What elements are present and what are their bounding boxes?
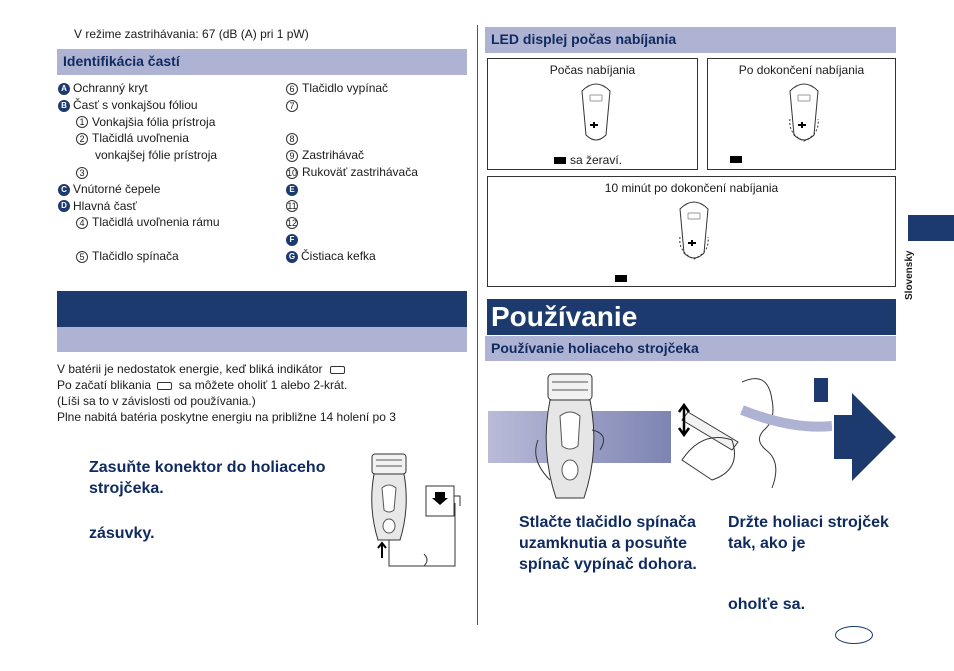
parts-list-item <box>58 198 278 215</box>
parts-list-item <box>58 164 278 181</box>
part-number-circle: 4 <box>76 217 88 229</box>
part-letter-badge: C <box>58 184 70 196</box>
parts-list-left <box>58 80 278 265</box>
parts-list-item <box>286 147 466 164</box>
led-shaver-icon <box>784 79 824 149</box>
part-number-circle: 8 <box>286 133 298 145</box>
charging-shaver-illustration <box>360 448 470 578</box>
parts-list-item <box>58 114 278 131</box>
plug-icon <box>615 275 627 282</box>
part-label: Hlavná časť <box>73 198 137 213</box>
language-tab-label: Slovensky <box>904 250 915 300</box>
part-label: Tlačidlá uvoľnenia <box>92 131 189 146</box>
usage-heading: Používanie <box>491 301 638 332</box>
part-label: Ochranný kryt <box>73 81 148 95</box>
part-label: Vonkajšia fólia prístroja <box>92 114 216 129</box>
part-label: Tlačidlo spínača <box>92 248 179 263</box>
part-label: Časť s vonkajšou fóliou <box>73 97 198 112</box>
led-heading: LED displej počas nabíjania <box>485 27 896 53</box>
part-number-circle: 1 <box>76 116 88 128</box>
section-heading-bar <box>57 291 467 327</box>
column-divider <box>477 25 478 625</box>
parts-list-item <box>58 248 278 265</box>
plug-icon <box>730 156 742 163</box>
led-box-charging-caption-wrap <box>554 152 622 168</box>
section-subheading-bar <box>57 327 467 352</box>
page-number-oval <box>835 626 873 644</box>
usage-step-2a: Držte holiaci strojček tak, ako je <box>728 514 889 552</box>
part-letter-badge: G <box>286 251 298 263</box>
parts-list-item <box>286 181 466 198</box>
parts-list-item <box>58 80 278 97</box>
usage-heading-bar <box>487 299 896 335</box>
language-tab <box>908 215 954 241</box>
part-label: Tlačidlo vypínač <box>302 81 389 95</box>
part-label: Vnútorné čepele <box>73 181 161 196</box>
part-number-circle: 12 <box>287 218 298 229</box>
part-label: Tlačidlá uvoľnenia rámu <box>92 215 220 230</box>
parts-list-item <box>58 231 278 248</box>
shaving-face-illustration <box>672 370 832 490</box>
parts-list-item <box>58 147 278 164</box>
parts-list-item <box>286 231 466 248</box>
noise-note: V režime zastrihávania: 67 (dB (A) pri 1 pW) <box>74 27 309 41</box>
usage-step-1: Stlačte tlačidlo spínača uzamknutia a posuňte spínač vypínač dohora. <box>519 514 697 573</box>
parts-list-item <box>286 114 466 131</box>
led-box-charging-title: Počas nabíjania <box>549 63 636 77</box>
parts-list-item <box>58 97 278 114</box>
led-box-complete <box>707 58 896 170</box>
part-number-circle: 9 <box>286 150 298 162</box>
parts-list-item <box>286 130 466 147</box>
part-label: Rukoväť zastrihávača <box>302 164 418 179</box>
usage-step-2b: oholťe sa. <box>728 596 806 613</box>
led-shaver-icon <box>674 197 714 267</box>
led-box-10min <box>487 176 896 287</box>
part-number-circle: 3 <box>76 167 88 179</box>
part-number-circle: 10 <box>287 167 298 178</box>
battery-line-1: V batérii je nedostatok energie, keď bliká indikátor <box>57 362 323 376</box>
parts-list-item <box>286 97 466 114</box>
battery-text <box>57 361 467 425</box>
parts-list-item <box>286 80 466 97</box>
plug-icon <box>554 157 566 164</box>
led-box-charging-caption: sa žeraví. <box>570 153 623 167</box>
parts-list-right <box>286 80 466 265</box>
shaver-in-hand-illustration <box>530 370 620 510</box>
parts-list-item <box>58 130 278 147</box>
battery-indicator-icon <box>330 366 345 374</box>
parts-list-item <box>58 214 278 231</box>
part-number-circle: 7 <box>286 100 298 112</box>
parts-list-item <box>58 181 278 198</box>
part-number-circle: 2 <box>76 133 88 145</box>
part-letter-badge: A <box>58 83 70 95</box>
parts-list-item <box>286 214 466 231</box>
parts-list-item <box>286 248 466 265</box>
led-box-10min-title: 10 minút po dokončení nabíjania <box>604 181 779 195</box>
part-number-circle: 5 <box>76 251 88 263</box>
part-label: Čistiaca kefka <box>301 248 376 263</box>
part-number-circle: 11 <box>287 201 297 212</box>
part-letter-badge: E <box>286 184 298 196</box>
part-label: Zastrihávač <box>302 148 365 163</box>
charge-step-1: Zasuňte konektor do holiaceho strojčeka. <box>89 459 326 497</box>
battery-line-3: (Líši sa to v závislosti od používania.) <box>57 394 256 408</box>
part-number-circle: 6 <box>286 83 298 95</box>
battery-indicator-icon <box>157 382 172 390</box>
part-letter-badge: F <box>286 234 298 246</box>
parts-heading: Identifikácia častí <box>57 49 467 75</box>
parts-list-item <box>286 164 466 181</box>
led-shaver-icon <box>576 79 616 149</box>
part-letter-badge: B <box>58 100 70 112</box>
part-label: vonkajšej fólie prístroja <box>95 148 218 163</box>
parts-list-item <box>286 198 466 215</box>
battery-line-2a: Po začatí blikania <box>57 378 152 392</box>
next-step-arrow <box>834 393 898 481</box>
battery-line-4: Plne nabitá batéria poskytne energiu na približne 14 holení po 3 <box>57 410 396 424</box>
led-box-charging <box>487 58 698 170</box>
battery-line-2b: sa môžete oholiť 1 alebo 2-krát. <box>178 378 348 392</box>
part-letter-badge: D <box>58 200 70 212</box>
usage-subheading: Používanie holiaceho strojčeka <box>485 336 896 361</box>
charge-step-2: zásuvky. <box>89 525 155 542</box>
led-box-complete-title: Po dokončení nabíjania <box>738 63 865 77</box>
